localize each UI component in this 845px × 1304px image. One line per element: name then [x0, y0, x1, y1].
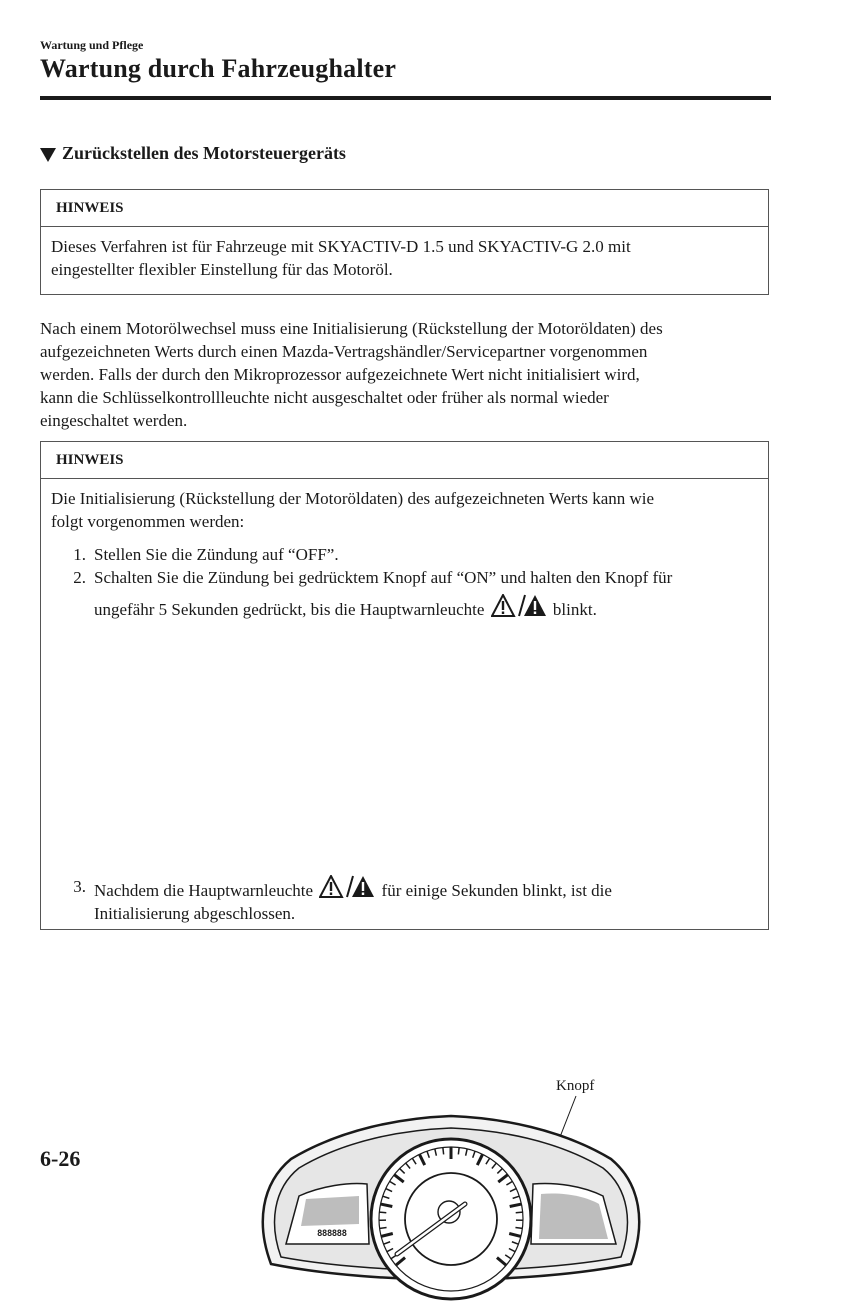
- note-box-1: [40, 189, 769, 295]
- step-text: Stellen Sie die Zündung auf “OFF”.: [94, 543, 758, 566]
- speedometer-tick: [515, 1227, 522, 1228]
- step-item: [51, 543, 758, 566]
- odometer-display: 888888: [317, 1229, 347, 1239]
- step-number: 2.: [51, 566, 94, 621]
- steps-list: [51, 543, 758, 621]
- note-body: [41, 227, 768, 289]
- knopf-callout-label: Knopf: [556, 1078, 594, 1095]
- speedometer-tick: [458, 1147, 459, 1154]
- body-paragraph: [40, 317, 775, 432]
- page-number: 6-26: [40, 1146, 80, 1172]
- note-label: HINWEIS: [41, 442, 768, 479]
- speedometer-tick: [443, 1147, 444, 1154]
- paragraph-line: Nach einem Motorölwechsel muss eine Initialisierung (Rückstellung der Motoröldaten) des: [40, 317, 775, 340]
- step-text-part: blinkt.: [553, 600, 597, 619]
- note-text-line: Dieses Verfahren ist für Fahrzeuge mit SKYACTIV-D 1.5 und SKYACTIV-G 2.0 mit: [51, 235, 758, 258]
- step-number: 3.: [51, 875, 94, 925]
- note-box-2: [40, 441, 769, 930]
- step-text-part: ungefähr 5 Sekunden gedrückt, bis die Hauptwarnleuchte: [94, 600, 484, 619]
- step-text: [94, 875, 760, 925]
- note-text-line: eingestellter flexibler Einstellung für das Motoröl.: [51, 258, 758, 281]
- step-number: 1.: [51, 543, 94, 566]
- paragraph-line: eingeschaltet werden.: [40, 409, 775, 432]
- step-text-line: Initialisierung abgeschlossen.: [94, 904, 295, 923]
- speedometer-tick: [380, 1227, 387, 1228]
- step-text-part: Nachdem die Hauptwarnleuchte: [94, 881, 313, 900]
- note-text-line: Die Initialisierung (Rückstellung der Motoröldaten) des aufgezeichneten Werts kann wie: [51, 487, 758, 510]
- master-warning-icon: [491, 594, 547, 618]
- step-item: [51, 566, 758, 621]
- step-text: [94, 566, 758, 621]
- note-text-line: folgt vorgenommen werden:: [51, 510, 758, 533]
- section-label: Wartung und Pflege: [40, 38, 143, 53]
- master-warning-icon: [319, 875, 375, 899]
- title-rule: [40, 96, 771, 100]
- subheading: [40, 143, 346, 164]
- step-text-line: Schalten Sie die Zündung bei gedrücktem Knopf auf “ON” und halten den Knopf für: [94, 568, 672, 587]
- subheading-text: Zurückstellen des Motorsteuergeräts: [62, 143, 346, 164]
- page-title: Wartung durch Fahrzeughalter: [40, 54, 396, 84]
- paragraph-line: werden. Falls der durch den Mikroprozessor aufgezeichnete Wert nicht initialisiert wird,: [40, 363, 775, 386]
- note-body: [41, 479, 768, 629]
- paragraph-line: kann die Schlüsselkontrollleuchte nicht ausgeschaltet oder früher als normal wieder: [40, 386, 775, 409]
- step-item: [41, 875, 770, 925]
- triangle-bullet-icon: [40, 148, 56, 162]
- instrument-cluster-figure: [251, 1074, 651, 1304]
- paragraph-line: aufgezeichneten Werts durch einen Mazda-Vertragshändler/Servicepartner vorgenommen: [40, 340, 775, 363]
- speedometer-tick: [379, 1212, 386, 1213]
- note-label: HINWEIS: [41, 190, 768, 227]
- step-text-part: für einige Sekunden blinkt, ist die: [382, 881, 612, 900]
- step-row: [51, 875, 760, 925]
- speedometer-tick: [516, 1212, 523, 1213]
